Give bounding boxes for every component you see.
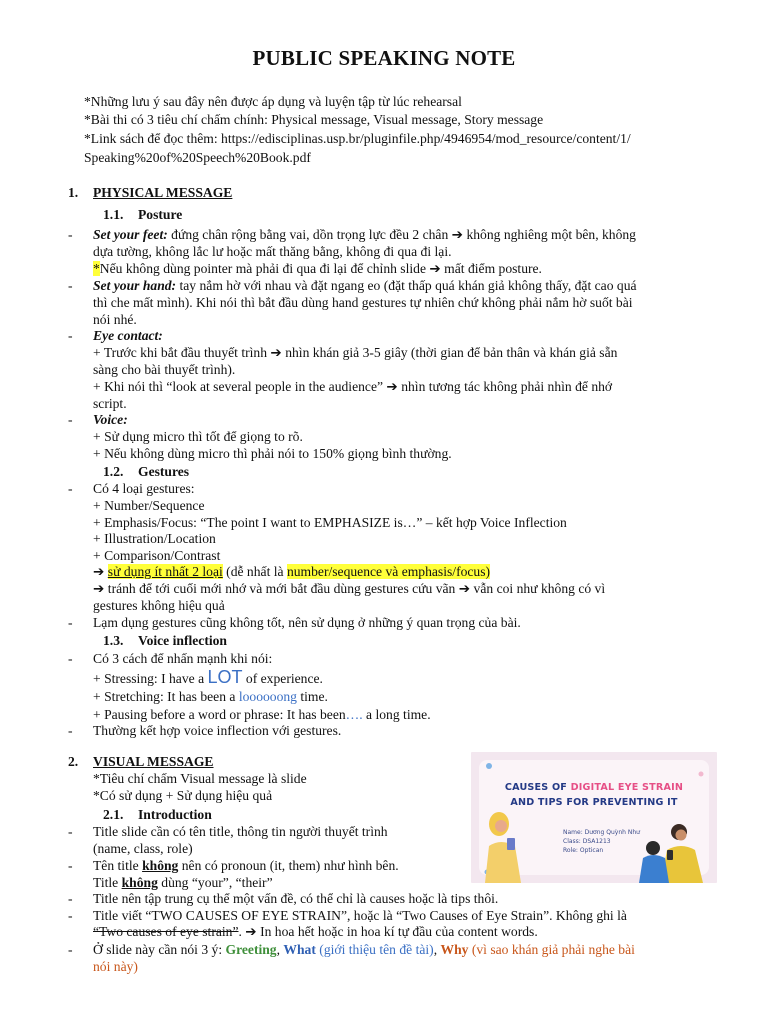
eye-contact-label: Eye contact: [93,328,163,343]
slide-presenter-role: Role: Optican [563,847,604,854]
visual-line: *Có sử dụng + Sử dụng hiệu quả [93,788,273,803]
slide-presenter-class: Class: DSA1213 [563,838,611,845]
sparkle-icon [699,772,704,777]
gestures-line: Có 4 loại gestures: [93,481,195,496]
bullet-dash: - [68,723,73,738]
gestures-line: Lạm dụng gestures cũng không tốt, nên sử dụng ở những ý quan trọng của bài. [93,615,521,630]
subsection-number: 1.1. [103,207,124,222]
slide-decoration [471,752,717,883]
bullet-dash: - [68,942,73,957]
posture-hand-line: Set your hand: tay nắm hờ với nhau và đặt ngang eo (đặt thấp quá khán giả không thấy, đặt cao quá [93,278,637,293]
bullet-dash: - [68,615,73,630]
section-heading: PHYSICAL MESSAGE [93,185,233,200]
inflection-line: Thường kết hợp voice inflection với gestures. [93,723,342,738]
gestures-line: ➔ tránh để tới cuối mới nhớ và mới bắt đầu dùng gestures cứu vãn ➔ vẫn coi như không có vì [93,581,606,596]
intro-rule-line: nói này) [93,959,138,974]
gestures-highlight-line: ➔ sử dụng ít nhất 2 loại (dễ nhất là number/sequence và emphasis/focus) [93,564,491,579]
voice-line: + Nếu không dùng micro thì phải nói to 150% giọng bình thường. [93,446,452,461]
voice-line: + Sử dụng micro thì tốt để giọng to rõ. [93,429,303,444]
intro-rule-line: “Two causes of eye strain”. ➔ In hoa hết hoặc in hoa kí tự đầu của content words. [93,924,538,939]
bullet-dash: - [68,891,73,906]
subsection-number: 2.1. [103,807,124,822]
slide-title-line-2: AND TIPS FOR PREVENTING IT [510,797,678,808]
inflection-stretching-line: + Stretching: It has been a loooooong time. [93,689,328,704]
subsection-heading: Posture [138,207,183,222]
subsection-number: 1.3. [103,633,124,648]
posture-feet-line: Set your feet: đứng chân rộng bằng vai, dồn trọng lực đều 2 chân ➔ không nghiêng một bên, không [93,227,636,242]
intro-rule-line: Tên title không nên có pronoun (it, them) như hình bên. [93,858,399,873]
bullet-dash: - [68,824,73,839]
posture-hand-line: thì che mất mình). Khi nói thì bắt đầu dùng hand gestures tự nhiên chứ không phải nắm hờ suốt bài [93,295,633,310]
voice-label: Voice: [93,412,128,427]
eye-contact-line: script. [93,396,127,411]
gestures-line: + Comparison/Contrast [93,548,221,563]
eye-contact-line: + Khi nói thì “look at several people in the audience” ➔ nhìn tương tác không phải nhìn để nhớ [93,379,613,394]
bullet-dash: - [68,328,73,343]
intro-rule-line: Title không dùng “your”, “their” [93,875,273,890]
bullet-dash: - [68,908,73,923]
intro-link-line[interactable]: Speaking%20of%20Speech%20Book.pdf [84,150,311,165]
intro-rule-line: Title slide cần có tên title, thông tin người thuyết trình [93,824,388,839]
section-heading: VISUAL MESSAGE [93,754,214,769]
person-middle-hair [646,841,660,855]
intro-link-line[interactable]: *Link sách để đọc thêm: https://edisciplinas.usp.br/pluginfile.php/4946954/mod_resource/content/1/ [84,131,631,146]
bullet-dash: - [68,858,73,873]
sparkle-icon [486,763,492,769]
intro-rule-line: Ở slide này cần nói 3 ý: Greeting, What (giới thiệu tên đề tài), Why (vì sao khán giả phải nghe bài [93,942,635,957]
intro-rule-line: Title viết “TWO CAUSES OF EYE STRAIN”, hoặc là “Two Causes of Eye Strain”. Không ghi là [93,908,627,923]
gestures-line: + Emphasis/Focus: “The point I want to EMPHASIZE is…” – kết hợp Voice Inflection [93,515,567,530]
intro-line: *Bài thi có 3 tiêu chí chấm chính: Physical message, Visual message, Story message [84,112,544,127]
eye-contact-line: + Trước khi bắt đầu thuyết trình ➔ nhìn khán giả 3-5 giây (thời gian để bản thân và khán giả sẵn [93,345,618,360]
slide-title-line-1: CAUSES OF DIGITAL EYE STRAIN [504,782,684,793]
intro-rule-line: (name, class, role) [93,841,193,856]
phone-icon [507,838,515,850]
subsection-heading: Voice inflection [138,633,227,648]
bullet-dash: - [68,412,73,427]
gestures-line: + Illustration/Location [93,531,216,546]
section-number: 2. [68,754,79,769]
slide-thumbnail-image [471,752,717,883]
subsection-number: 1.2. [103,464,124,479]
intro-rule-line: Title nên tập trung cụ thể một vấn đề, có thể chỉ là causes hoặc là tips thôi. [93,891,499,906]
section-number: 1. [68,185,79,200]
bullet-dash: - [68,278,73,293]
page-title: PUBLIC SPEAKING NOTE [252,46,516,70]
visual-line: *Tiêu chí chấm Visual message là slide [93,771,307,786]
bullet-dash: - [68,481,73,496]
person-left-body [485,842,521,883]
posture-feet-line: dựa tường, không lắc lư hoặc mất thăng bằng, không đi qua đi lại. [93,244,452,259]
bullet-dash: - [68,227,73,242]
subsection-heading: Gestures [138,464,190,479]
posture-hand-line: nói nhé. [93,312,137,327]
gestures-line: + Number/Sequence [93,498,205,513]
inflection-pausing-line: + Pausing before a word or phrase: It has been…. a long time. [93,707,431,722]
slide-presenter-name: Name: Dương Quỳnh Như [563,829,640,836]
inflection-line: Có 3 cách để nhấn mạnh khi nói: [93,651,273,666]
intro-line: *Những lưu ý sau đây nên được áp dụng và luyện tập từ lúc rehearsal [84,94,462,109]
inflection-stressing-line: + Stressing: I have a LOT of experience. [93,667,323,687]
subsection-heading: Introduction [138,807,212,822]
gestures-line: gestures không hiệu quả [93,598,225,613]
bullet-dash: - [68,651,73,666]
person-left-face [495,820,507,832]
eye-contact-line: sàng cho bài thuyết trình). [93,362,236,377]
phone-icon [667,850,673,860]
person-right-face [676,830,687,841]
posture-pointer-line: *Nếu không dùng pointer mà phải đi qua đi lại để chỉnh slide ➔ mất điểm posture. [93,261,542,276]
person-middle-body [639,855,669,883]
